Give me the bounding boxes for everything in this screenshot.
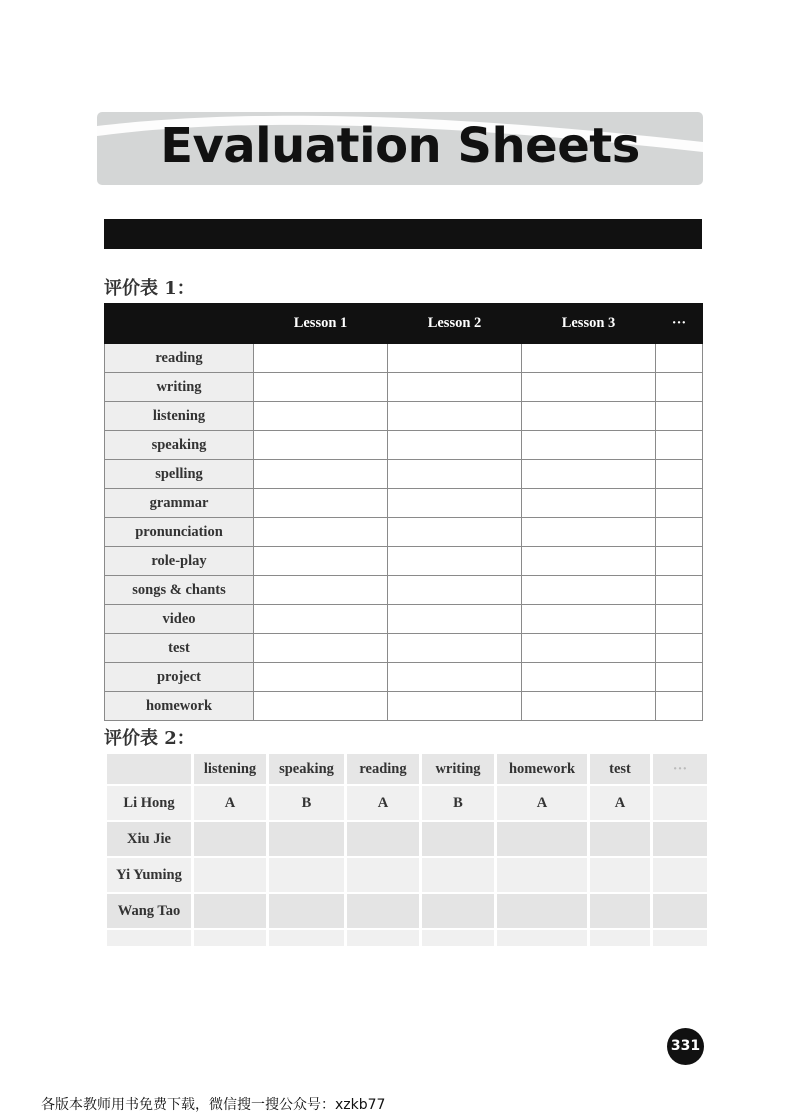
page-title: Evaluation Sheets <box>160 118 640 174</box>
student-name <box>107 930 191 946</box>
sheet1-cell <box>656 460 703 489</box>
sheet2-label: 评价表 2： <box>104 728 195 749</box>
sheet1-cell <box>254 431 388 460</box>
grade-cell <box>347 858 419 892</box>
sheet1-row <box>105 547 703 576</box>
sheet1-cell <box>522 431 656 460</box>
sheet2-header-cell: test <box>590 754 650 784</box>
sheet1-cell <box>388 460 522 489</box>
grade-cell <box>653 894 707 928</box>
sheet1-cell <box>522 605 656 634</box>
student-name: Li Hong <box>107 786 191 820</box>
sheet1-row <box>105 518 703 547</box>
grade-cell <box>653 822 707 856</box>
sheet1-row-label: reading <box>105 344 254 373</box>
sheet1-cell <box>656 373 703 402</box>
grade-cell <box>347 894 419 928</box>
grade-cell <box>269 894 344 928</box>
sheet1-cell <box>656 547 703 576</box>
sheet2-header-row <box>107 754 707 784</box>
sheet2-header-cell: listening <box>194 754 266 784</box>
grade-cell: B <box>269 786 344 820</box>
grade-cell: B <box>422 786 494 820</box>
sheet1-header-row <box>105 304 703 344</box>
grade-cell <box>590 930 650 946</box>
sheet1-cell <box>656 431 703 460</box>
sheet1-cell <box>388 431 522 460</box>
grade-cell <box>653 930 707 946</box>
evaluation-sheet-1 <box>104 303 703 721</box>
sheet1-cell <box>388 663 522 692</box>
sheet1-cell <box>254 373 388 402</box>
grade-cell: A <box>497 786 587 820</box>
sheet1-row <box>105 605 703 634</box>
grade-cell: A <box>590 786 650 820</box>
sheet1-row-label: grammar <box>105 489 254 518</box>
sheet1-cell <box>388 518 522 547</box>
sheet1-cell <box>656 576 703 605</box>
sheet1-row <box>105 634 703 663</box>
sheet1-cell <box>388 547 522 576</box>
sheet1-cell <box>522 402 656 431</box>
sheet1-cell <box>254 663 388 692</box>
sheet1-cell <box>254 344 388 373</box>
grade-cell: A <box>194 786 266 820</box>
sheet2-header-cell: ··· <box>653 754 707 784</box>
header-bar <box>104 219 702 249</box>
sheet2-header-cell: writing <box>422 754 494 784</box>
sheet2-row <box>107 858 707 892</box>
sheet1-label: 评价表 1： <box>104 278 195 299</box>
sheet2-row <box>107 822 707 856</box>
grade-cell <box>653 786 707 820</box>
sheet1-row <box>105 344 703 373</box>
sheet1-cell <box>254 518 388 547</box>
sheet1-cell <box>522 663 656 692</box>
sheet1-cell <box>388 605 522 634</box>
sheet1-cell <box>522 518 656 547</box>
grade-cell <box>497 858 587 892</box>
sheet2-row <box>107 786 707 820</box>
grade-cell <box>590 894 650 928</box>
grade-cell <box>269 858 344 892</box>
sheet2-row <box>107 930 707 946</box>
sheet1-row-label: test <box>105 634 254 663</box>
grade-cell <box>269 930 344 946</box>
sheet1-cell <box>656 489 703 518</box>
sheet1-cell <box>522 344 656 373</box>
grade-cell <box>590 822 650 856</box>
sheet1-cell <box>522 547 656 576</box>
grade-cell <box>194 894 266 928</box>
evaluation-sheet-2 <box>104 752 710 948</box>
grade-cell <box>194 858 266 892</box>
grade-cell <box>497 822 587 856</box>
sheet1-row-label: role-play <box>105 547 254 576</box>
student-name: Xiu Jie <box>107 822 191 856</box>
student-name: Yi Yuming <box>107 858 191 892</box>
sheet1-header-cell: Lesson 2 <box>388 304 522 344</box>
sheet1-cell <box>254 634 388 663</box>
sheet1-row <box>105 373 703 402</box>
sheet1-row <box>105 576 703 605</box>
sheet1-cell <box>254 605 388 634</box>
sheet1-row-label: spelling <box>105 460 254 489</box>
sheet2-header-cell: reading <box>347 754 419 784</box>
sheet1-row-label: project <box>105 663 254 692</box>
sheet1-header-cell: ··· <box>656 304 703 344</box>
grade-cell <box>422 858 494 892</box>
sheet1-row <box>105 402 703 431</box>
grade-cell <box>347 930 419 946</box>
footer-note: 各版本教师用书免费下载，微信搜一搜公众号：xzkb77 <box>41 1097 386 1113</box>
sheet1-cell <box>254 576 388 605</box>
grade-cell <box>194 930 266 946</box>
sheet1-cell <box>656 518 703 547</box>
sheet1-header-cell: Lesson 3 <box>522 304 656 344</box>
sheet1-cell <box>522 634 656 663</box>
sheet1-cell <box>522 692 656 721</box>
sheet1-row-label: homework <box>105 692 254 721</box>
sheet1-cell <box>522 576 656 605</box>
sheet1-cell <box>254 547 388 576</box>
grade-cell <box>497 894 587 928</box>
sheet1-cell <box>656 634 703 663</box>
sheet1-row-label: pronunciation <box>105 518 254 547</box>
grade-cell <box>194 822 266 856</box>
sheet2-header-cell: homework <box>497 754 587 784</box>
sheet1-row <box>105 460 703 489</box>
sheet1-cell <box>388 344 522 373</box>
sheet1-cell <box>656 692 703 721</box>
grade-cell <box>269 822 344 856</box>
sheet1-row-label: listening <box>105 402 254 431</box>
grade-cell <box>590 858 650 892</box>
sheet2-header-cell: speaking <box>269 754 344 784</box>
sheet1-header-cell: Lesson 1 <box>254 304 388 344</box>
sheet1-row <box>105 663 703 692</box>
grade-cell <box>653 858 707 892</box>
page-number: 331 <box>667 1028 704 1065</box>
sheet1-cell <box>656 663 703 692</box>
grade-cell <box>347 822 419 856</box>
sheet1-header-cell <box>105 304 254 344</box>
grade-cell <box>422 894 494 928</box>
sheet1-row <box>105 692 703 721</box>
grade-cell <box>497 930 587 946</box>
sheet1-row-label: speaking <box>105 431 254 460</box>
sheet1-cell <box>656 605 703 634</box>
sheet1-row <box>105 431 703 460</box>
sheet1-cell <box>254 460 388 489</box>
sheet1-cell <box>388 373 522 402</box>
sheet1-cell <box>656 344 703 373</box>
sheet1-cell <box>254 489 388 518</box>
sheet1-cell <box>388 402 522 431</box>
sheet1-cell <box>656 402 703 431</box>
sheet1-row-label: writing <box>105 373 254 402</box>
sheet1-cell <box>388 692 522 721</box>
sheet2-header-cell <box>107 754 191 784</box>
sheet2-row <box>107 894 707 928</box>
sheet1-cell <box>254 402 388 431</box>
sheet1-cell <box>522 460 656 489</box>
sheet1-row-label: video <box>105 605 254 634</box>
sheet1-row <box>105 489 703 518</box>
sheet1-row-label: songs & chants <box>105 576 254 605</box>
sheet1-cell <box>388 634 522 663</box>
grade-cell <box>422 822 494 856</box>
sheet1-cell <box>522 373 656 402</box>
sheet1-cell <box>522 489 656 518</box>
sheet1-cell <box>254 692 388 721</box>
title-banner <box>97 112 703 185</box>
sheet1-cell <box>388 489 522 518</box>
grade-cell <box>422 930 494 946</box>
student-name: Wang Tao <box>107 894 191 928</box>
sheet1-cell <box>388 576 522 605</box>
grade-cell: A <box>347 786 419 820</box>
